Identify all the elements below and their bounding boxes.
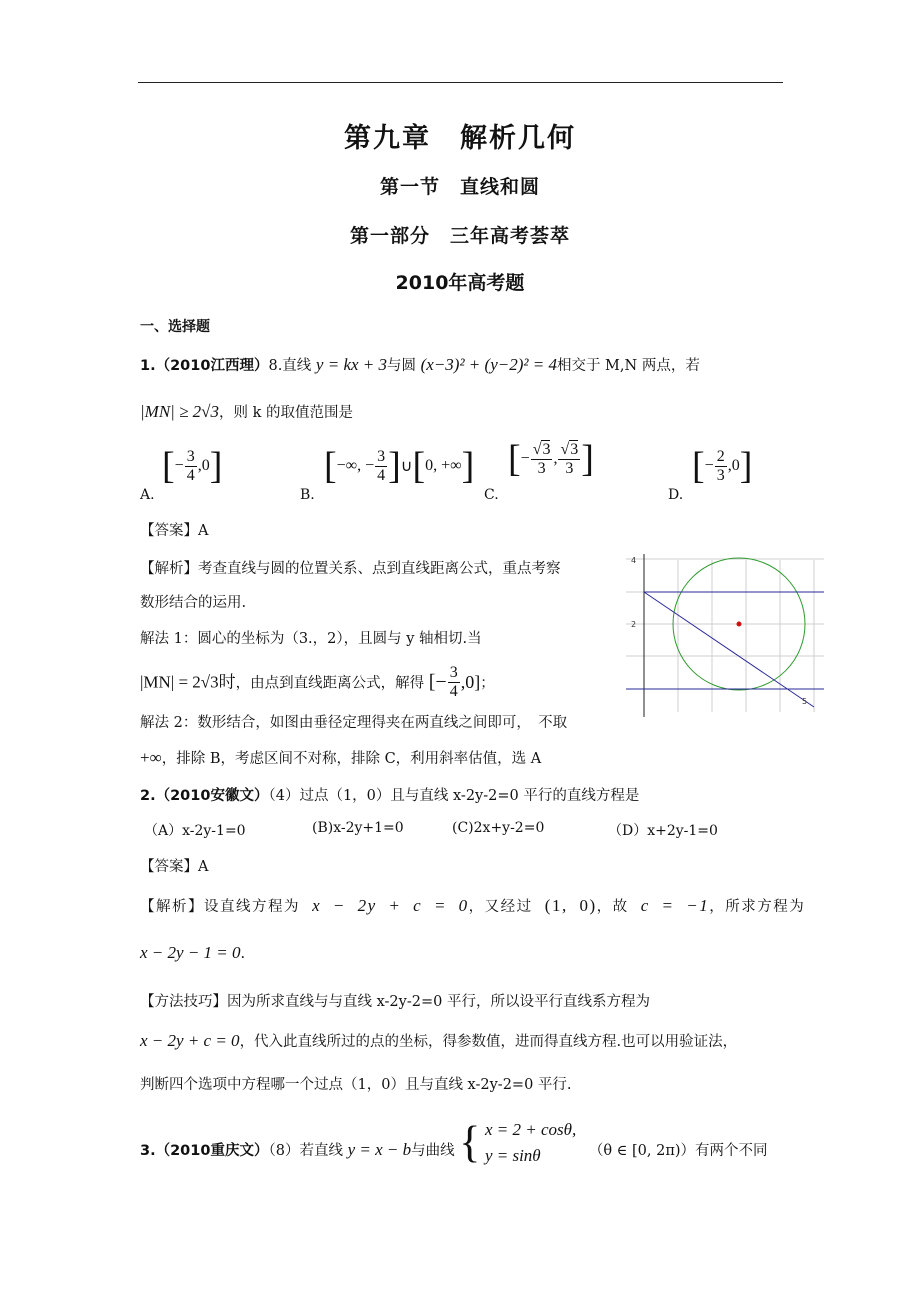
q2-point: (1, 0) [544, 896, 597, 915]
q2-option-c: (C)2x+y-2=0 [452, 820, 545, 836]
part-title: 第一部分 三年高考荟萃 [349, 225, 570, 247]
q2-analysis [140, 895, 805, 916]
q1-text-a: 8.直线 [268, 358, 312, 374]
q2-option-b: (B)x-2y+1=0 [312, 820, 404, 836]
analysis-text: 考查直线与圆的位置关系、点到直线距离公式，重点考察 [198, 561, 561, 577]
tips-text: ，代入此直线所过的点的坐标，得参数值，进而得直线方程.也可以用验证法， [239, 1034, 738, 1050]
chapter-title: 第九章 解析几何 [344, 123, 576, 154]
q3-text: 有两个不同 [695, 1142, 768, 1159]
y-tick-label: 4 [631, 556, 637, 565]
answer-tag: 【答案】 [140, 523, 198, 539]
analysis-tag: 【解析】 [140, 899, 204, 915]
q3-curve-y: y = sinθ [484, 1145, 541, 1165]
year-title: 2010年高考题 [395, 272, 525, 294]
answer-value: A [198, 859, 209, 875]
q1-text-c: 相交于 M,N 两点，若 [556, 358, 700, 374]
method1-text: ，由点到直线距离公式，解得 [235, 675, 425, 692]
q1-analysis-2: 数形结合的运用. [140, 595, 247, 611]
section-label: 一、选择题 [140, 319, 210, 335]
line-slope [644, 592, 814, 707]
tips-text: 因为所求直线与与直线 x-2y-2=0 平行，所以设平行直线系方程为 [227, 994, 650, 1010]
analysis-text: ，所求方程为 [709, 899, 806, 915]
q1-text-b: 与圆 [387, 358, 417, 374]
q1-method2-a: 解法 2：数形结合，如图由垂径定理得夹在两直线之间即可， 不取 [140, 715, 568, 731]
q1-condition: |MN| ≥ 2√3 [140, 402, 220, 421]
analysis-text: . [240, 946, 246, 962]
section-title: 第一节 直线和圆 [379, 176, 540, 198]
q1-stem-2 [140, 401, 353, 422]
q2-text: （4）过点（1，0）且与直线 x-2y-2=0 平行的直线方程是 [268, 788, 640, 804]
option-label: C. [484, 487, 499, 503]
analysis-text: ，故 [596, 899, 629, 915]
q1-line-eq: y = kx + 3 [315, 355, 388, 374]
answer-tag: 【答案】 [140, 859, 198, 875]
q1-method1-b: |MN| = 2√3时，由点到直线距离公式，解得 [− $\frac{3}{4}$ ,0] ； [140, 664, 495, 700]
q2-number: 2.（2010安徽文） [140, 788, 269, 804]
q2-final-eq: x − 2y − 1 = 0 [140, 943, 241, 962]
header-rule [138, 82, 783, 83]
q1-stem [140, 354, 700, 375]
q1-answer [140, 519, 208, 540]
q3-line-eq: y = x − b [347, 1139, 412, 1159]
x-tick-label: 5 [802, 697, 808, 706]
q2-c-value: c = −1 [640, 896, 710, 915]
q3-stem: 3.（2010重庆文）（8）若直线 y = x − b与曲线 { x = 2 + cosθ, y = sinθ （θ ∈ [0, 2π)）有两个不同 [140, 1117, 768, 1167]
q1-method1-a: 解法 1：圆心的坐标为（3.，2），且圆与 y 轴相切.当 [140, 631, 482, 647]
method2-symbol: +∞ [140, 748, 162, 767]
method1-end: ； [480, 675, 495, 692]
analysis-text: ，又经过 [468, 899, 533, 915]
method2-text: ，排除 B，考虑区间不对称，排除 C，利用斜率估值，选 A [161, 751, 542, 767]
option-label: B. [300, 487, 315, 503]
analysis-tag: 【解析】 [140, 561, 198, 577]
answer-value: A [198, 523, 209, 539]
y-tick-label: 2 [631, 620, 637, 629]
q3-curve-x: x = 2 + cosθ, [484, 1120, 577, 1139]
option-label: A. [140, 487, 155, 503]
q2-answer [140, 855, 208, 876]
q2-stem [140, 784, 639, 805]
q1-text-d: ，则 k 的取值范围是 [219, 405, 354, 421]
q1-method2-b [140, 747, 541, 768]
q3-text: 与曲线 [411, 1142, 455, 1159]
analysis-text: 设直线方程为 [204, 899, 300, 915]
method1-condition: |MN| = 2√3时 [140, 672, 236, 692]
q3-number: 3.（2010重庆文） [140, 1142, 269, 1159]
tips-tag: 【方法技巧】 [140, 994, 227, 1010]
q1-number: 1.（2010江西理） [140, 358, 269, 374]
q3-text: （8）若直线 [268, 1142, 343, 1159]
circle-line-figure [624, 552, 824, 717]
q2-tips-2 [140, 1030, 737, 1051]
q1-analysis-1 [140, 557, 561, 578]
q2-tips-eq: x − 2y + c = 0 [140, 1031, 240, 1050]
q2-option-d: （D）x+2y-1=0 [608, 823, 718, 839]
q2-eq1: x − 2y + c = 0 [312, 896, 469, 915]
q3-range: （θ ∈ [0, 2π)） [588, 1142, 696, 1159]
q2-final [140, 943, 245, 963]
option-label: D. [668, 487, 684, 503]
q2-tips-3: 判断四个选项中方程哪一个过点（1，0）且与直线 x-2y-2=0 平行. [140, 1077, 572, 1093]
q1-circle-eq: (x−3)² + (y−2)² = 4 [420, 355, 557, 374]
q2-tips-1 [140, 990, 650, 1011]
circle-center [737, 622, 742, 627]
q2-option-a: （A）x-2y-1=0 [144, 823, 246, 839]
